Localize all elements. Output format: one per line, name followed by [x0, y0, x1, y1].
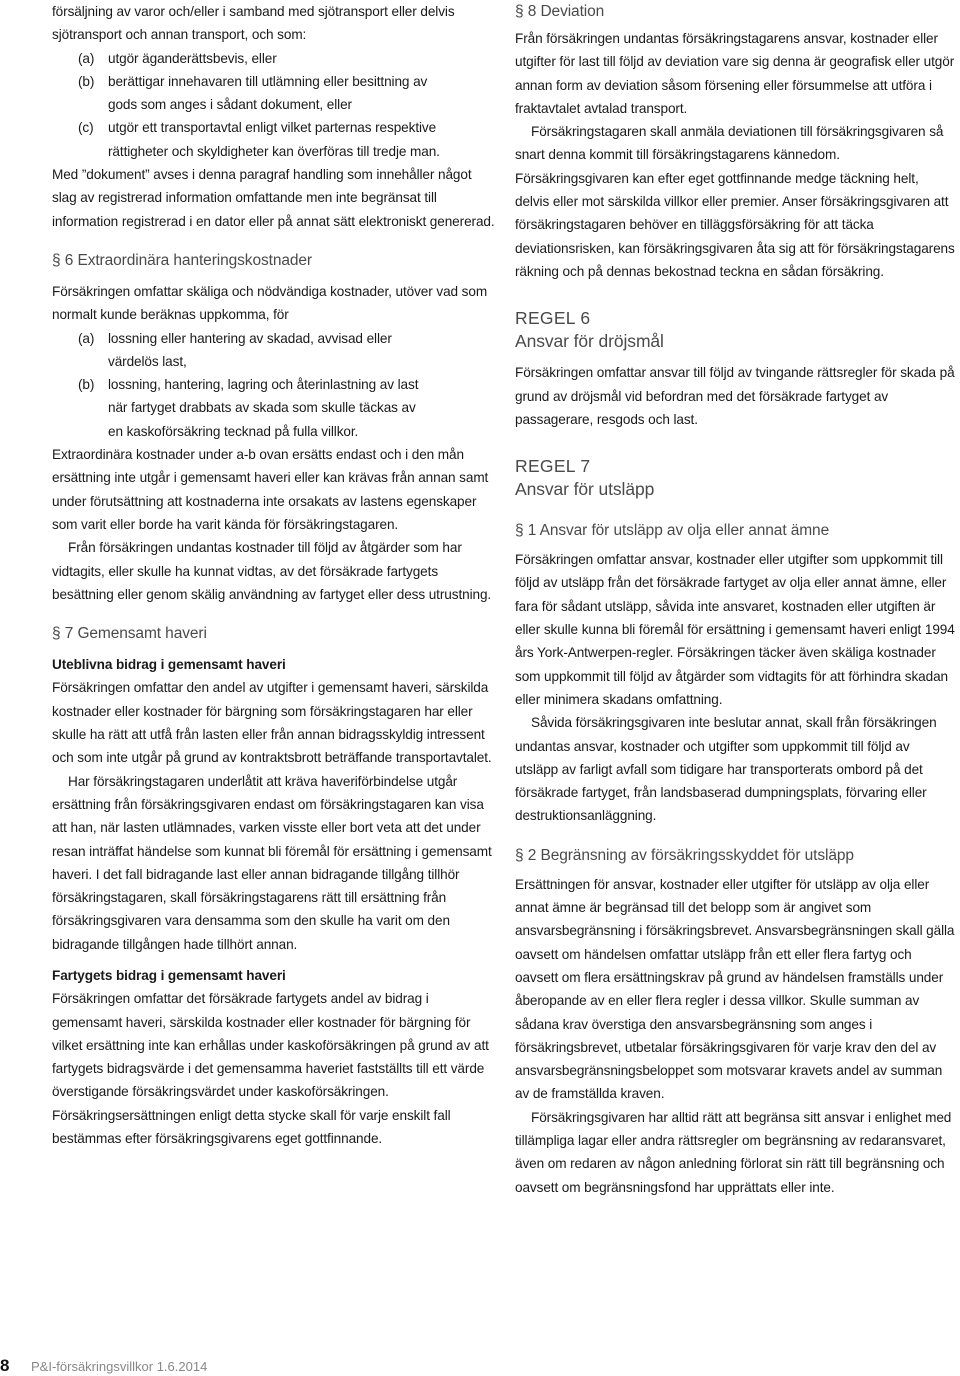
list-text-cont: rättigheter och skyldigheter kan överföras till tredje man.	[108, 143, 440, 159]
list-item-b	[52, 70, 497, 93]
section-6-paragraph: Från försäkringen undantas kostnader till följd av åtgärder som har vidtagits, eller skulle ha kunnat vidtas, av det försäkrade fartygets besättning eller genom skälig användning av fartyget eller dess utrustning.	[52, 540, 492, 602]
regel-7-section-1-heading: § 1 Ansvar för utsläpp av olja eller annat ämne	[515, 522, 830, 540]
regel-7-section-2-paragraph: Ersättningen för ansvar, kostnader eller utgifter för utsläpp av olja eller annat ämne är begränsad till det belopp som är angivet som ansvarsbegränsning i försäkringsbrevet. Ansvarsbegränsningen skall gälla oavsett om händelsen omfattar utsläpp från ett eller flera fartyg och oavsett om flera ersättningskrav på grund av händelsen framställs under åberopande av en eller flera regler i dessa villkor. Skulle summan av sådana krav överstiga den ansvarsbegränsning som anges i försäkringsbrevet, utbetalar försäkringsgivaren för varje krav den del av ansvarsbegränsningsbeloppet som motsvarar kravets andel av summan av de framställda kraven.	[515, 876, 955, 1102]
list-label: (a)	[78, 330, 95, 346]
section-6-heading: § 6 Extraordinära hanteringskostnader	[52, 251, 312, 269]
regel-label: REGEL 6	[515, 308, 591, 329]
list-text: berättigar innehavaren till utlämning eller besittning av	[108, 73, 428, 89]
right-column	[515, 0, 955, 1199]
section-7-paragraph: Försäkringen omfattar det försäkrade fartygets andel av bidrag i gemensamt haveri, särskilda kostnader eller kostnader för bärgning för vilket ersättning inte kan erhållas under kaskoförsäkringen på grund av att fartygets bidragsvärde i det gemensamma haveriet fastställts till ett värde överstigande försäkringsvärdet under kaskoförsäkringen. Försäkringsersättningen enligt detta stycke skall för varje enskilt fall bestämmas efter försäkringsgivarens eget gottfinnande.	[52, 991, 489, 1147]
regel-7-section-2-heading: § 2 Begränsning av försäkringsskyddet för utsläpp	[515, 846, 854, 864]
section-7-subheading: Fartygets bidrag i gemensamt haveri	[52, 967, 286, 983]
list-label: (a)	[78, 50, 95, 66]
section-6-intro: Försäkringen omfattar skäliga och nödvändiga kostnader, utöver vad som normalt kunde beräknas uppkomma, för	[52, 283, 488, 323]
list-item-a	[52, 47, 497, 70]
definition-paragraph: Med ”dokument” avses i denna paragraf handling som innehåller något slag av registrerad information omfattande men inte begränsat till information registrerad i en dator eller på annat sätt elektroniskt genererad.	[52, 167, 495, 229]
list-label: (b)	[78, 73, 95, 89]
footer-document-title: P&I-försäkringsvillkor 1.6.2014	[31, 1359, 208, 1374]
list-text-cont: värdelös last,	[108, 353, 187, 369]
section-7-paragraph: Försäkringen omfattar den andel av utgifter i gemensamt haveri, särskilda kostnader eller kostnader för bärgning som försäkringstagaren har eller skulle ha rätt att utfå från lasten eller från annan bidragsskyldig intressent och som inte utgår på grund av kontraktsbrott beträffande transportavtalet.	[52, 680, 492, 766]
intro-paragraph: försäljning av varor och/eller i samband med sjötransport eller delvis sjötransport och annan transport, och som:	[52, 4, 455, 43]
list-item-b	[52, 373, 497, 396]
section-8-paragraph: Försäkringstagaren skall anmäla deviationen till försäkringsgivaren så snart denna kommit till försäkringstagarens kännedom. Försäkringsgivaren kan efter eget gottfinnande medge täckning helt, delvis eller mot särskilda villkor eller premier. Anser försäkringsgivaren att försäkringstagaren behöver en tilläggsförsäkring för att täcka deviationsrisken, kan försäkringsgivaren åta sig att för försäkringstagarens räkning och på dennas bekostnad teckna en sådan försäkring.	[515, 124, 955, 279]
list-label: (b)	[78, 377, 95, 393]
regel-7-section-1-paragraph: Såvida försäkringsgivaren inte beslutar annat, skall från försäkringen undantas ansvar, kostnader och utgifter som uppkommit till följd av utsläpp av farligt avfall som tidigare har transporterats ombord på det försäkrade fartyget, från landsbaserad dumpningsplats, förvaring eller destruktionsanläggning.	[515, 715, 937, 824]
regel-6-header	[515, 307, 955, 353]
page-number: 8	[0, 1356, 10, 1375]
list-item-c	[52, 116, 497, 139]
regel-7-section-1-paragraph: Försäkringen omfattar ansvar, kostnader eller utgifter som uppkommit till följd av utsläpp från det försäkrade fartyget av olja eller annat ämne, eller fara för sådant utsläpp, såvida inte ansvaret, kostnaden eller utgiften är eller skulle kunna bli föremål för ersättning i gemensamt haveri enligt 1994 års York-Antwerpen-regler. Försäkringen täcker även skäliga kostnader som uppkommit till följd av åtgärder som vidtagits för att förhindra skadan eller minimera skadans omfattning.	[515, 552, 955, 707]
list-text: utgör äganderättsbevis, eller	[108, 50, 277, 66]
regel-6-paragraph: Försäkringen omfattar ansvar till följd av tvingande rättsregler för skada på grund av dröjsmål vid befordran med det försäkrade fartyget av passagerare, resgods och last.	[515, 365, 955, 427]
list-text-cont: gods som anges i sådant dokument, eller	[108, 97, 352, 113]
list-text: lossning eller hantering av skadad, avvisad eller	[108, 330, 392, 346]
section-7-heading: § 7 Gemensamt haveri	[52, 625, 207, 643]
regel-title: Ansvar för dröjsmål	[515, 331, 664, 352]
regel-7-section-2-paragraph: Försäkringsgivaren har alltid rätt att begränsa sitt ansvar i enlighet med tillämpliga lagar eller andra rättsregler om begränsning av redaransvaret, även om redaren av någon anledning förlorat sin rätt till begränsning och oavsett om begränsningsfond har upprättats eller inte.	[515, 1109, 952, 1195]
list-text-cont: en kaskoförsäkring tecknad på fulla villkor.	[108, 423, 359, 439]
section-7-paragraph: Har försäkringstagaren underlåtit att kräva haveriförbindelse utgår ersättning från försäkringsgivaren endast om försäkringstagaren kan visa att han, när lasten utlämnades, varken visste eller bort veta att det under resan inträffat händelse som kunnat bli föremål för ersättning i gemensamt haveri. I det fall bidragande last eller annan bidragande tillgång tillhör försäkringstagaren, skall försäkringstagarens rätt till ersättning från försäkringsgivaren vara densamma som den skulle ha varit om den bidragande tillgången hade tillhört annan.	[52, 773, 492, 952]
regel-title: Ansvar för utsläpp	[515, 479, 655, 500]
list-label: (c)	[78, 120, 94, 136]
regel-7-header	[515, 455, 955, 501]
section-8-paragraph: Från försäkringen undantas försäkringstagarens ansvar, kostnader eller utgifter för last till följd av deviation vare sig denna är geografisk eller utgör annan form av deviation såsom försening eller försummelse att utföra i fraktavtalet avtalad transport.	[515, 31, 955, 116]
list-text-cont: när fartyget drabbats av skada som skulle täckas av	[108, 400, 416, 416]
list-text: lossning, hantering, lagring och återinlastning av last	[108, 377, 419, 393]
left-column	[52, 0, 497, 1150]
list-text: utgör ett transportavtal enligt vilket parternas respektive	[108, 120, 437, 136]
section-7-subheading: Uteblivna bidrag i gemensamt haveri	[52, 657, 286, 673]
regel-label: REGEL 7	[515, 456, 591, 477]
section-8-heading: § 8 Deviation	[515, 3, 605, 20]
list-item-a	[52, 327, 497, 350]
page-footer	[0, 1354, 960, 1376]
section-6-paragraph: Extraordinära kostnader under a-b ovan ersätts endast och i den mån ersättning inte utgår i gemensamt haveri eller kan krävas från annan samt under förutsättning att kostnaderna inte orsakats av lastens egenskaper som varit eller borde ha varit kända för försäkringstagaren.	[52, 447, 489, 532]
